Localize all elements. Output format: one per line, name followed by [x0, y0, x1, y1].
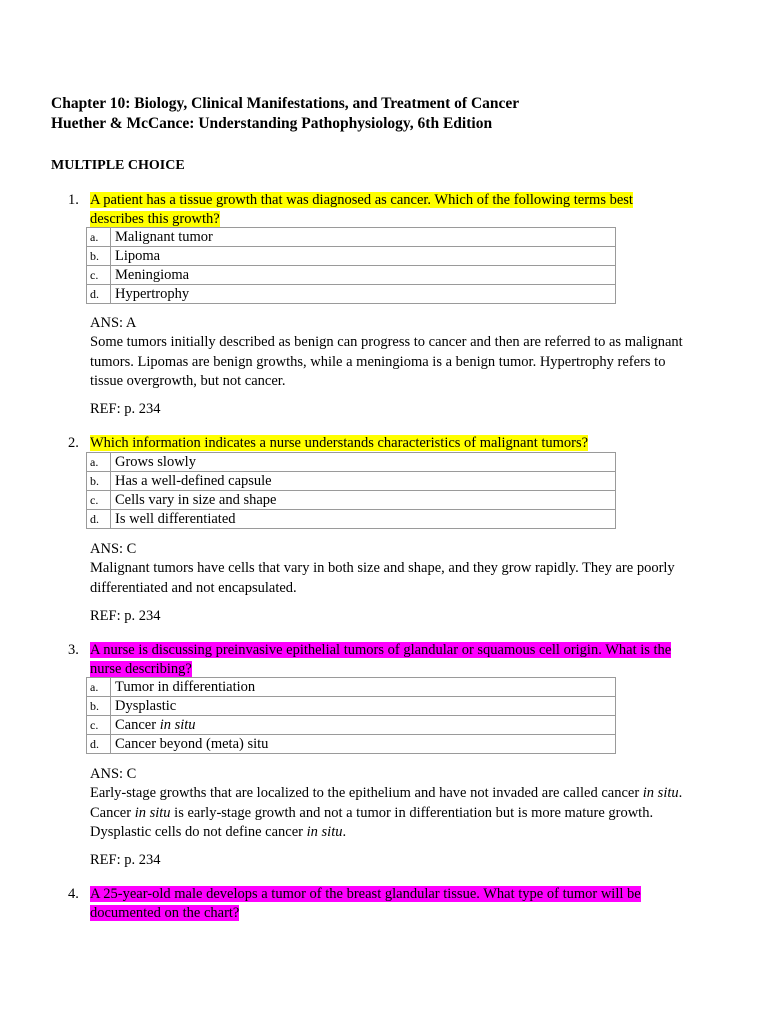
option-text: Meningioma [111, 266, 616, 285]
option-letter: b. [87, 472, 111, 491]
rationale-line: differentiated and not encapsulated. [90, 579, 297, 596]
option-row [87, 472, 616, 491]
option-row [87, 228, 616, 247]
option-text: Grows slowly [111, 453, 616, 472]
answer-key: ANS: C [90, 541, 137, 557]
option-text: Malignant tumor [111, 228, 616, 247]
option-letter: a. [87, 678, 111, 697]
stem-line: documented on the chart? [90, 905, 240, 921]
options-table [86, 227, 616, 304]
rationale-line: tissue overgrowth, but not cancer. [90, 372, 286, 389]
reference: REF: p. 234 [90, 608, 161, 624]
option-row [87, 491, 616, 510]
rationale-text: Cancer [90, 804, 135, 821]
answer-key: ANS: A [90, 315, 137, 331]
stem-line: describes this growth? [90, 211, 220, 227]
option-letter: c. [87, 716, 111, 735]
rationale-text: Dysplastic cells do not define cancer [90, 823, 307, 840]
rationale-italic: in situ [306, 823, 343, 840]
option-text: Cells vary in size and shape [111, 491, 616, 510]
question-number: 1. [68, 192, 79, 208]
option-text: Cancer beyond (meta) situ [111, 735, 616, 754]
rationale-line: Some tumors initially described as benign can progress to cancer and then are referred to as malignant [90, 334, 683, 351]
answer-block [90, 540, 710, 598]
option-letter: a. [87, 228, 111, 247]
option-row [87, 697, 616, 716]
rationale-text: . [342, 823, 347, 840]
stem-line: Which information indicates a nurse understands characteristics of malignant tumors? [90, 435, 589, 451]
stem-line: A 25-year-old male develops a tumor of the breast glandular tissue. What type of tumor will be [90, 886, 641, 902]
answer-key: ANS: C [90, 766, 137, 782]
rationale-text: is early-stage growth and not a tumor in differentiation but is more mature growth. [170, 804, 654, 821]
option-letter: b. [87, 247, 111, 266]
question-stem [90, 641, 690, 679]
rationale-text: . [678, 785, 683, 802]
options-table [86, 452, 616, 529]
book-title: Huether & McCance: Understanding Pathophysiology, 6th Edition [51, 115, 493, 132]
option-row [87, 510, 616, 529]
answer-block [90, 765, 710, 842]
option-letter: c. [87, 491, 111, 510]
option-row [87, 266, 616, 285]
option-letter: b. [87, 697, 111, 716]
question-number: 4. [68, 886, 79, 902]
stem-line: nurse describing? [90, 661, 192, 677]
option-text: Lipoma [111, 247, 616, 266]
option-text: Hypertrophy [111, 285, 616, 304]
option-letter: a. [87, 453, 111, 472]
rationale-italic: in situ [642, 785, 679, 802]
options-table [86, 677, 616, 754]
stem-line: A patient has a tissue growth that was diagnosed as cancer. Which of the following terms best [90, 192, 633, 208]
reference: REF: p. 234 [90, 852, 161, 868]
question-stem [90, 191, 690, 229]
option-row [87, 735, 616, 754]
question-stem [90, 885, 690, 923]
option-letter: d. [87, 735, 111, 754]
option-text: Is well differentiated [111, 510, 616, 529]
option-row [87, 285, 616, 304]
option-text [111, 716, 616, 735]
option-text: Dysplastic [111, 697, 616, 716]
option-letter: c. [87, 266, 111, 285]
option-row [87, 716, 616, 735]
rationale-line [90, 804, 710, 823]
option-text-italic: in situ [159, 717, 196, 733]
question-number: 2. [68, 435, 79, 451]
question-stem [90, 434, 690, 453]
stem-line: A nurse is discussing preinvasive epithelial tumors of glandular or squamous cell origin. What is the [90, 642, 672, 658]
question-number: 3. [68, 642, 79, 658]
rationale-line [90, 823, 710, 842]
option-row [87, 247, 616, 266]
option-text: Has a well-defined capsule [111, 472, 616, 491]
option-text-plain: Cancer [115, 717, 160, 733]
section-heading: MULTIPLE CHOICE [51, 158, 185, 173]
rationale-line: Malignant tumors have cells that vary in both size and shape, and they grow rapidly. They are poorly [90, 560, 675, 577]
option-row [87, 453, 616, 472]
option-row [87, 678, 616, 697]
rationale-line [90, 784, 710, 803]
chapter-title: Chapter 10: Biology, Clinical Manifestations, and Treatment of Cancer [51, 95, 520, 112]
option-letter: d. [87, 510, 111, 529]
rationale-italic: in situ [134, 804, 171, 821]
reference: REF: p. 234 [90, 401, 161, 417]
option-letter: d. [87, 285, 111, 304]
option-text: Tumor in differentiation [111, 678, 616, 697]
rationale-line: tumors. Lipomas are benign growths, while a meningioma is a benign tumor. Hypertrophy refers to [90, 353, 666, 370]
rationale-text: Early-stage growths that are localized to the epithelium and have not invaded are called cancer [90, 785, 643, 802]
answer-block [90, 314, 710, 391]
